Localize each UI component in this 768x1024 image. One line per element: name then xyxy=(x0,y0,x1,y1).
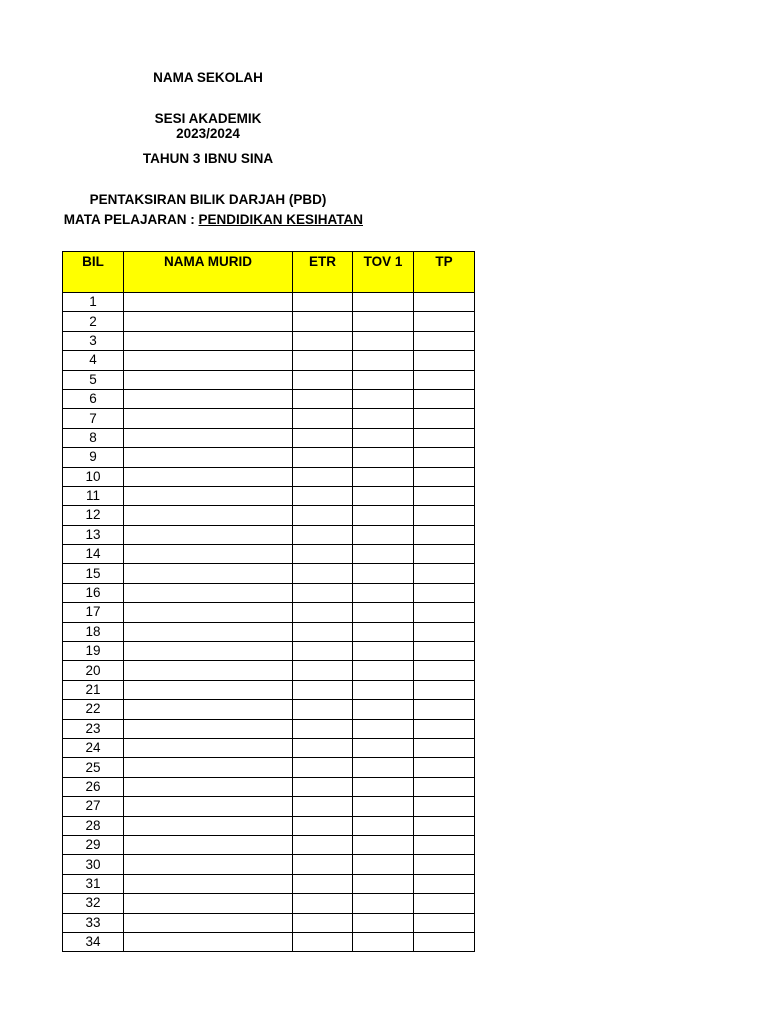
row-number-cell: 15 xyxy=(63,564,124,583)
tp-cell[interactable] xyxy=(414,545,475,564)
tov1-cell[interactable] xyxy=(353,642,414,661)
student-name-cell[interactable] xyxy=(124,700,293,719)
etr-cell[interactable] xyxy=(293,661,353,680)
tov1-cell[interactable] xyxy=(353,603,414,622)
etr-cell[interactable] xyxy=(293,545,353,564)
tov1-cell[interactable] xyxy=(353,894,414,913)
table-row xyxy=(63,932,475,951)
student-name-cell[interactable] xyxy=(124,835,293,854)
etr-cell[interactable] xyxy=(293,622,353,641)
student-roster-table xyxy=(62,251,475,952)
etr-cell[interactable] xyxy=(293,448,353,467)
student-name-cell[interactable] xyxy=(124,312,293,331)
tp-cell[interactable] xyxy=(414,913,475,932)
table-row xyxy=(63,564,475,583)
table-row xyxy=(63,525,475,544)
table-row xyxy=(63,370,475,389)
row-number-cell: 24 xyxy=(63,738,124,757)
row-number-cell: 10 xyxy=(63,467,124,486)
assessment-title: PENTAKSIRAN BILIK DARJAH (PBD) xyxy=(89,192,327,207)
tp-cell[interactable] xyxy=(414,777,475,796)
tp-cell[interactable] xyxy=(414,351,475,370)
tp-cell[interactable] xyxy=(414,874,475,893)
school-name: NAMA SEKOLAH xyxy=(153,70,263,85)
tp-cell[interactable] xyxy=(414,389,475,408)
tov1-cell[interactable] xyxy=(353,855,414,874)
session-year-clip xyxy=(62,126,354,141)
etr-cell[interactable] xyxy=(293,894,353,913)
tp-cell[interactable] xyxy=(414,486,475,505)
tp-cell[interactable] xyxy=(414,603,475,622)
row-number-cell: 28 xyxy=(63,816,124,835)
student-name-cell[interactable] xyxy=(124,661,293,680)
row-number-cell: 34 xyxy=(63,932,124,951)
table-row xyxy=(63,448,475,467)
row-number-cell: 9 xyxy=(63,448,124,467)
tp-cell[interactable] xyxy=(414,525,475,544)
tp-cell[interactable] xyxy=(414,506,475,525)
student-name-cell[interactable] xyxy=(124,564,293,583)
etr-cell[interactable] xyxy=(293,855,353,874)
table-row xyxy=(63,719,475,738)
etr-cell[interactable] xyxy=(293,700,353,719)
row-number-cell: 31 xyxy=(63,874,124,893)
student-name-cell[interactable] xyxy=(124,525,293,544)
student-name-cell[interactable] xyxy=(124,583,293,602)
table-row xyxy=(63,486,475,505)
student-name-cell[interactable] xyxy=(124,719,293,738)
tov1-cell[interactable] xyxy=(353,370,414,389)
tp-cell[interactable] xyxy=(414,797,475,816)
tov1-cell[interactable] xyxy=(353,661,414,680)
etr-cell[interactable] xyxy=(293,506,353,525)
table-row xyxy=(63,428,475,447)
tov1-cell[interactable] xyxy=(353,564,414,583)
etr-cell[interactable] xyxy=(293,603,353,622)
tp-cell[interactable] xyxy=(414,661,475,680)
student-name-cell[interactable] xyxy=(124,389,293,408)
table-row xyxy=(63,545,475,564)
tov1-cell[interactable] xyxy=(353,797,414,816)
row-number-cell: 22 xyxy=(63,700,124,719)
etr-cell[interactable] xyxy=(293,777,353,796)
student-name-cell[interactable] xyxy=(124,758,293,777)
tov1-cell[interactable] xyxy=(353,738,414,757)
etr-cell[interactable] xyxy=(293,738,353,757)
subject-line xyxy=(0,212,414,232)
table-row xyxy=(63,661,475,680)
student-name-cell[interactable] xyxy=(124,874,293,893)
table-row xyxy=(63,583,475,602)
tp-cell[interactable] xyxy=(414,370,475,389)
session-year: 2023/2024 xyxy=(176,126,240,141)
student-name-cell[interactable] xyxy=(124,913,293,932)
etr-cell[interactable] xyxy=(293,486,353,505)
table-row xyxy=(63,680,475,699)
tov1-cell[interactable] xyxy=(353,622,414,641)
etr-cell[interactable] xyxy=(293,564,353,583)
etr-cell[interactable] xyxy=(293,835,353,854)
row-number-cell: 2 xyxy=(63,312,124,331)
tov1-cell[interactable] xyxy=(353,331,414,350)
tp-cell[interactable] xyxy=(414,467,475,486)
subject-label: MATA PELAJARAN : xyxy=(63,212,199,227)
tov1-cell[interactable] xyxy=(353,680,414,699)
row-number-cell: 19 xyxy=(63,642,124,661)
student-name-cell[interactable] xyxy=(124,738,293,757)
tov1-cell[interactable] xyxy=(353,389,414,408)
student-name-cell[interactable] xyxy=(124,816,293,835)
table-row xyxy=(63,409,475,428)
row-number-cell: 13 xyxy=(63,525,124,544)
tov1-cell[interactable] xyxy=(353,467,414,486)
row-number-cell: 21 xyxy=(63,680,124,699)
student-name-cell[interactable] xyxy=(124,467,293,486)
column-header-tov-1: TOV 1 xyxy=(353,252,414,293)
tp-cell[interactable] xyxy=(414,409,475,428)
student-name-cell[interactable] xyxy=(124,855,293,874)
tp-cell[interactable] xyxy=(414,700,475,719)
tov1-cell[interactable] xyxy=(353,913,414,932)
etr-cell[interactable] xyxy=(293,293,353,312)
tov1-cell[interactable] xyxy=(353,700,414,719)
student-name-cell[interactable] xyxy=(124,797,293,816)
table-row xyxy=(63,506,475,525)
etr-cell[interactable] xyxy=(293,719,353,738)
column-header-bil: BIL xyxy=(63,252,124,293)
row-number-cell: 26 xyxy=(63,777,124,796)
row-number-cell: 5 xyxy=(63,370,124,389)
table-row xyxy=(63,835,475,854)
student-name-cell[interactable] xyxy=(124,370,293,389)
student-name-cell[interactable] xyxy=(124,622,293,641)
etr-cell[interactable] xyxy=(293,467,353,486)
etr-cell[interactable] xyxy=(293,913,353,932)
table-row xyxy=(63,351,475,370)
row-number-cell: 18 xyxy=(63,622,124,641)
row-number-cell: 3 xyxy=(63,331,124,350)
etr-cell[interactable] xyxy=(293,583,353,602)
table-body xyxy=(63,293,475,952)
tp-cell[interactable] xyxy=(414,719,475,738)
row-number-cell: 14 xyxy=(63,545,124,564)
tp-cell[interactable] xyxy=(414,583,475,602)
student-name-cell[interactable] xyxy=(124,331,293,350)
tov1-cell[interactable] xyxy=(353,874,414,893)
tov1-cell[interactable] xyxy=(353,448,414,467)
student-name-cell[interactable] xyxy=(124,894,293,913)
etr-cell[interactable] xyxy=(293,409,353,428)
tov1-cell[interactable] xyxy=(353,583,414,602)
tov1-cell[interactable] xyxy=(353,351,414,370)
row-number-cell: 20 xyxy=(63,661,124,680)
row-number-cell: 33 xyxy=(63,913,124,932)
student-name-cell[interactable] xyxy=(124,293,293,312)
student-name-cell[interactable] xyxy=(124,545,293,564)
subject-text xyxy=(64,212,363,227)
tp-cell[interactable] xyxy=(414,564,475,583)
tov1-cell[interactable] xyxy=(353,428,414,447)
table-header-row xyxy=(63,252,475,293)
row-number-cell: 23 xyxy=(63,719,124,738)
tp-cell[interactable] xyxy=(414,293,475,312)
student-name-cell[interactable] xyxy=(124,642,293,661)
tov1-cell[interactable] xyxy=(353,312,414,331)
table-row xyxy=(63,331,475,350)
tov1-cell[interactable] xyxy=(353,506,414,525)
tov1-cell[interactable] xyxy=(353,758,414,777)
table-row xyxy=(63,758,475,777)
etr-cell[interactable] xyxy=(293,758,353,777)
tp-cell[interactable] xyxy=(414,738,475,757)
etr-cell[interactable] xyxy=(293,389,353,408)
tov1-cell[interactable] xyxy=(353,545,414,564)
table-row xyxy=(63,312,475,331)
table-row xyxy=(63,797,475,816)
tov1-cell[interactable] xyxy=(353,835,414,854)
etr-cell[interactable] xyxy=(293,874,353,893)
row-number-cell: 8 xyxy=(63,428,124,447)
etr-cell[interactable] xyxy=(293,351,353,370)
row-number-cell: 12 xyxy=(63,506,124,525)
tov1-cell[interactable] xyxy=(353,719,414,738)
column-header-nama-murid: NAMA MURID xyxy=(124,252,293,293)
tov1-cell[interactable] xyxy=(353,777,414,796)
column-header-tp: TP xyxy=(414,252,475,293)
etr-cell[interactable] xyxy=(293,642,353,661)
row-number-cell: 25 xyxy=(63,758,124,777)
table-row xyxy=(63,622,475,641)
table-row xyxy=(63,700,475,719)
row-number-cell: 7 xyxy=(63,409,124,428)
table-row xyxy=(63,738,475,757)
etr-cell[interactable] xyxy=(293,932,353,951)
tov1-cell[interactable] xyxy=(353,525,414,544)
student-name-cell[interactable] xyxy=(124,506,293,525)
tp-cell[interactable] xyxy=(414,680,475,699)
session-label: SESI AKADEMIK xyxy=(154,111,262,126)
etr-cell[interactable] xyxy=(293,797,353,816)
tp-cell[interactable] xyxy=(414,622,475,641)
row-number-cell: 29 xyxy=(63,835,124,854)
tp-cell[interactable] xyxy=(414,855,475,874)
tp-cell[interactable] xyxy=(414,428,475,447)
row-number-cell: 17 xyxy=(63,603,124,622)
tp-cell[interactable] xyxy=(414,894,475,913)
table-row xyxy=(63,293,475,312)
student-name-cell[interactable] xyxy=(124,603,293,622)
tp-cell[interactable] xyxy=(414,448,475,467)
tp-cell[interactable] xyxy=(414,312,475,331)
tp-cell[interactable] xyxy=(414,932,475,951)
table-row xyxy=(63,642,475,661)
table-row xyxy=(63,603,475,622)
tov1-cell[interactable] xyxy=(353,486,414,505)
student-name-cell[interactable] xyxy=(124,428,293,447)
tp-cell[interactable] xyxy=(414,642,475,661)
etr-cell[interactable] xyxy=(293,312,353,331)
table-row xyxy=(63,874,475,893)
student-name-cell[interactable] xyxy=(124,351,293,370)
subject-value: PENDIDIKAN KESIHATAN xyxy=(198,212,363,227)
table-row xyxy=(63,855,475,874)
tp-cell[interactable] xyxy=(414,816,475,835)
row-number-cell: 16 xyxy=(63,583,124,602)
student-name-cell[interactable] xyxy=(124,680,293,699)
student-name-cell[interactable] xyxy=(124,777,293,796)
row-number-cell: 6 xyxy=(63,389,124,408)
etr-cell[interactable] xyxy=(293,525,353,544)
table-row xyxy=(63,467,475,486)
class-name: TAHUN 3 IBNU SINA xyxy=(142,151,274,166)
tp-cell[interactable] xyxy=(414,758,475,777)
table-row xyxy=(63,777,475,796)
etr-cell[interactable] xyxy=(293,370,353,389)
etr-cell[interactable] xyxy=(293,428,353,447)
tov1-cell[interactable] xyxy=(353,293,414,312)
tov1-cell[interactable] xyxy=(353,816,414,835)
tp-cell[interactable] xyxy=(414,331,475,350)
row-number-cell: 1 xyxy=(63,293,124,312)
student-name-cell[interactable] xyxy=(124,409,293,428)
student-name-cell[interactable] xyxy=(124,486,293,505)
student-name-cell[interactable] xyxy=(124,448,293,467)
row-number-cell: 32 xyxy=(63,894,124,913)
row-number-cell: 4 xyxy=(63,351,124,370)
table-row xyxy=(63,894,475,913)
column-header-etr: ETR xyxy=(293,252,353,293)
etr-cell[interactable] xyxy=(293,331,353,350)
tp-cell[interactable] xyxy=(414,835,475,854)
table-row xyxy=(63,913,475,932)
table-row xyxy=(63,816,475,835)
etr-cell[interactable] xyxy=(293,680,353,699)
row-number-cell: 30 xyxy=(63,855,124,874)
student-name-cell[interactable] xyxy=(124,932,293,951)
row-number-cell: 11 xyxy=(63,486,124,505)
table-row xyxy=(63,389,475,408)
row-number-cell: 27 xyxy=(63,797,124,816)
etr-cell[interactable] xyxy=(293,816,353,835)
tov1-cell[interactable] xyxy=(353,932,414,951)
tov1-cell[interactable] xyxy=(353,409,414,428)
